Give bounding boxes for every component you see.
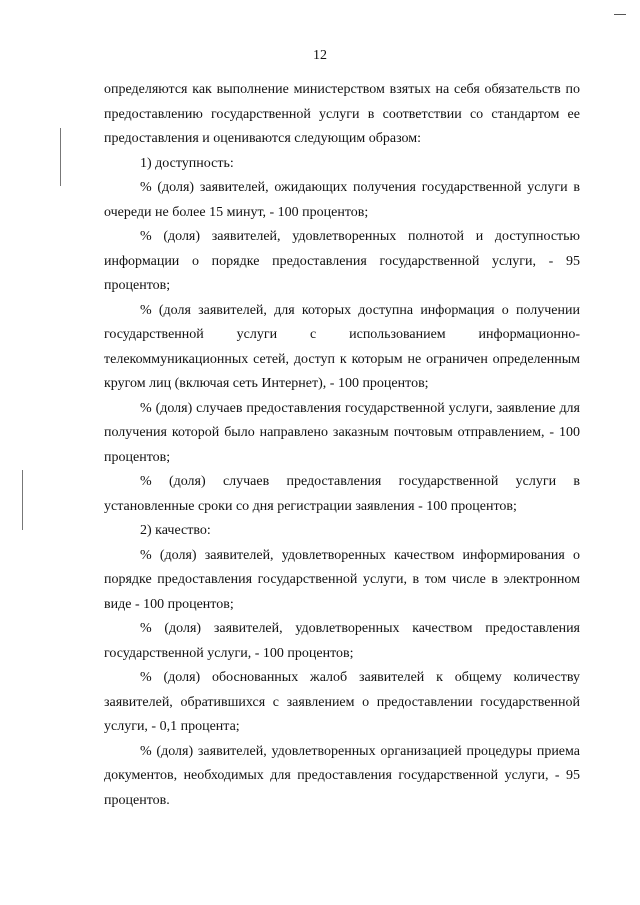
scan-dash-mark <box>614 14 626 15</box>
paragraph: % (доля заявителей, для которых доступна информация о получении государственной услуги с использованием информационно-телекоммуникационных сетей, доступ к которым не ограничен определенным кругом лиц (включая сеть Интернет), - 100 процентов; <box>104 302 580 391</box>
paragraph: 2) качество: <box>140 523 211 538</box>
paragraph: % (доля) обоснованных жалоб заявителей к общему количеству заявителей, обратившихся с заявлением о предоставлении государственной услуги, - 0,1 процента; <box>104 670 580 734</box>
paragraph: 1) доступность: <box>140 155 234 171</box>
document-body <box>104 78 580 813</box>
paragraph: % (доля) заявителей, удовлетворенных полнотой и доступностью информации о порядке предоставления государственной услуги, - 95 процентов; <box>104 229 580 293</box>
paragraph: % (доля) заявителей, удовлетворенных качеством предоставления государственной услуги, - 100 процентов; <box>104 621 580 661</box>
scan-edge-mark <box>60 128 61 186</box>
paragraph: % (доля) заявителей, ожидающих получения государственной услуги в очереди не более 15 минут, - 100 процентов; <box>104 180 580 220</box>
paragraph: % (доля) случаев предоставления государственной услуги, заявление для получения которой было направлено заказным почтовым отправлением, - 100 процентов; <box>104 400 580 465</box>
scan-edge-mark <box>22 470 23 530</box>
page-number: 12 <box>313 48 327 63</box>
paragraph: % (доля) заявителей, удовлетворенных организацией процедуры приема документов, необходимых для предоставления государственной услуги, - 95 процентов. <box>104 743 580 808</box>
paragraph: % (доля) случаев предоставления государственной услуги в установленные сроки со дня регистрации заявления - 100 процентов; <box>104 474 580 514</box>
paragraph: % (доля) заявителей, удовлетворенных качеством информирования о порядке предоставления государственной услуги, в том числе в электронном виде - 100 процентов; <box>104 547 580 612</box>
paragraph: определяются как выполнение министерством взятых на себя обязательств по предоставлению государственной услуги в соответствии со стандартом ее предоставления и оцениваются следующим образом: <box>104 82 580 146</box>
